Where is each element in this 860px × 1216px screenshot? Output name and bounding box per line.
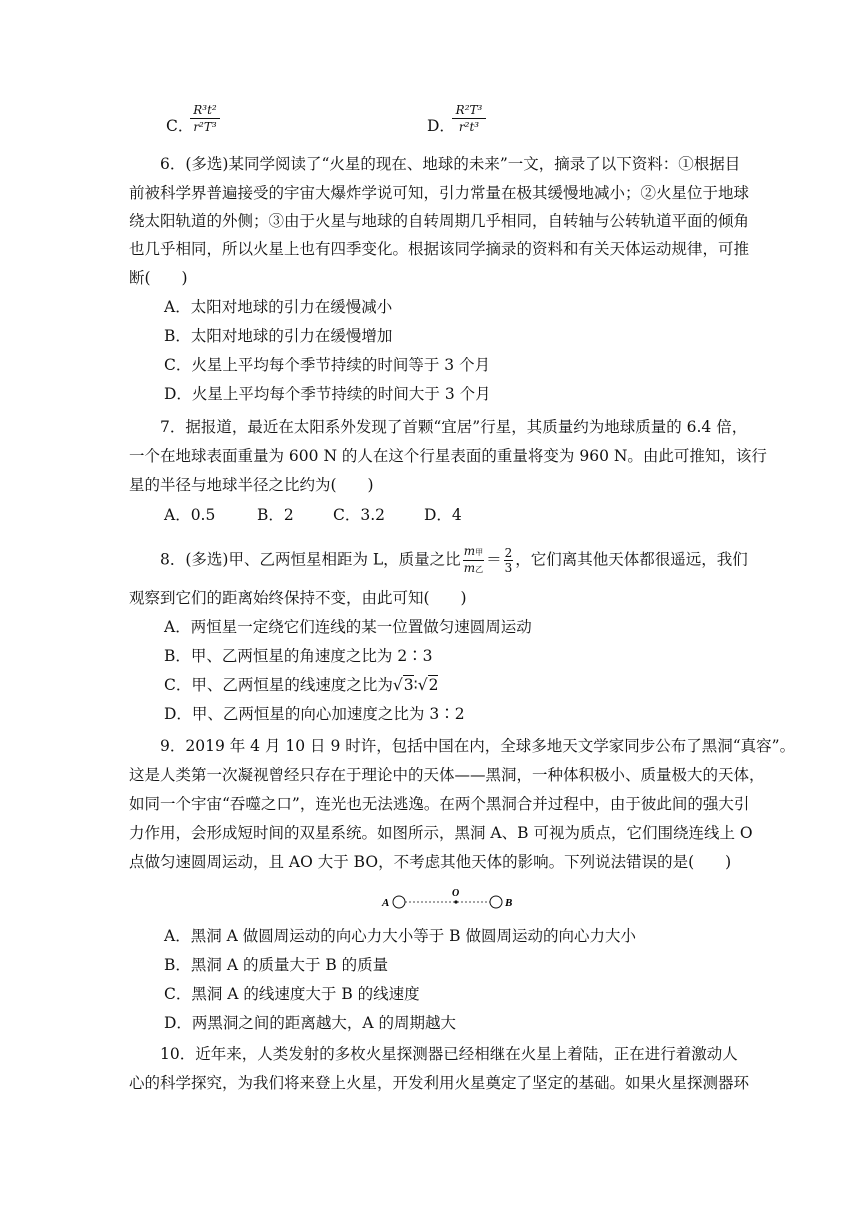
q5-option-c-numerator: R³t² [193,103,217,117]
q8-stem-lead: 8．(多选)甲、乙两恒星相距为 L，质量之比 [160,550,461,569]
q8-val-num: 2 [504,546,513,560]
q8-mass-ratio-fraction [463,544,484,577]
q8-option-d: D．甲、乙两恒星的向心加速度之比为 3∶2 [164,705,465,723]
diagram-label-o: O [452,888,460,899]
q6-stem-line-1: 6．(多选)某同学阅读了“火星的现在、地球的未来”一文，摘录了以下资料：①根据目 [160,155,741,173]
q5-option-d-fraction [452,103,486,134]
q8-sqrt-2: √2 [417,676,439,694]
q5-option-d-label: D． [427,117,455,135]
q5-option-c-label: C． [166,117,194,135]
q10-stem-line-1: 10．近年来，人类发射的多枚火星探测器已经相继在火星上着陆，正在进行着激动人 [160,1045,738,1063]
q8-frac-den-sub: 乙 [475,565,484,574]
q8-option-c-sep: ∶ [413,676,418,694]
q5-option-d-denominator: r²t³ [458,120,480,134]
q8-value-fraction [504,546,514,575]
center-point-o [454,900,457,903]
q6-stem-line-4: 也几乎相同，所以火星上也有四季变化。根据该同学摘录的资料和有关天体运动规律，可推 [129,240,750,258]
black-hole-b-circle [490,896,502,908]
q7-option-b: B．2 [257,506,294,524]
q6-option-c: C．火星上平均每个季节持续的时间等于 3 个月 [164,356,491,374]
q5-option-c-denominator: r²T³ [193,120,217,134]
q8-frac-num-sub: 甲 [475,548,484,557]
q7-option-c: C．3.2 [333,506,386,524]
diagram-label-b: B [505,897,513,909]
black-hole-a-circle [393,896,405,908]
q5-option-d-numerator: R²T³ [455,103,483,117]
q6-stem-line-3: 绕太阳轨道的外侧；③由于火星与地球的自转周期几乎相同，自转轴与公转轨道平面的倾角 [129,212,750,230]
q8-frac-num: m [463,544,476,558]
q9-option-d: D．两黑洞之间的距离越大，A 的周期越大 [164,1014,457,1032]
q8-option-c-text: C．甲、乙两恒星的线速度之比为 [164,676,393,694]
q9-stem-line-2: 这是人类第一次凝视曾经只存在于理论中的天体——黑洞，一种体积极小、质量极大的天体， [129,766,765,784]
q8-option-b: B．甲、乙两恒星的角速度之比为 2∶3 [164,647,433,665]
q9-stem-line-1: 9．2019 年 4 月 10 日 9 时许，包括中国在内，全球多地天文学家同步公布了黑洞“真容”。 [160,737,796,755]
q8-sqrt-3: √3 [392,676,414,694]
q7-stem-line-1: 7．据报道，最近在太阳系外发现了首颗“宜居”行星，其质量约为地球质量的 6.4 倍， [160,418,748,436]
q8-val-den: 3 [504,561,513,575]
q8-frac-den: m [463,561,476,575]
diagram-label-a: A [382,897,390,909]
q9-option-b: B．黑洞 A 的质量大于 B 的质量 [164,956,389,974]
q8-option-a: A．两恒星一定绕它们连线的某一位置做匀速圆周运动 [164,618,532,636]
binary-black-hole-diagram [380,888,520,912]
q5-option-c-fraction [190,103,220,134]
q9-stem-line-5: 点做匀速圆周运动，且 AO 大于 BO，不考虑其他天体的影响。下列说法错误的是( ) [129,853,732,871]
q9-option-c: C．黑洞 A 的线速度大于 B 的线速度 [164,985,420,1003]
q10-stem-line-2: 心的科学探究，为我们将来登上火星，开发利用火星奠定了坚定的基础。如果火星探测器环 [129,1074,750,1092]
q6-stem-line-2: 前被科学界普遍接受的宇宙大爆炸学说可知，引力常量在极其缓慢地减小；②火星位于地球 [129,184,750,202]
q8-option-c [164,675,438,695]
q7-stem-line-2: 一个在地球表面重量为 600 N 的人在这个行星表面的重量将变为 960 N。由此可推知，该行 [129,447,767,465]
q8-stem-line-2: 观察到它们的距离始终保持不变，由此可知( ) [129,589,467,607]
q9-stem-line-3: 如同一个宇宙“吞噬之口”，连光也无法逃逸。在两个黑洞合并过程中，由于彼此间的强大引 [129,795,750,813]
q6-option-a: A．太阳对地球的引力在缓慢减小 [164,298,393,316]
q7-option-d: D．4 [424,506,462,524]
q6-option-d: D．火星上平均每个季节持续的时间大于 3 个月 [164,385,491,403]
q9-stem-line-4: 力作用，会形成短时间的双星系统。如图所示，黑洞 A、B 可视为质点，它们围绕连线上 O [129,824,753,842]
q7-stem-line-3: 星的半径与地球半径之比约为( ) [129,476,374,494]
q6-stem-line-5: 断( ) [129,269,188,287]
q7-option-a: A．0.5 [164,506,216,524]
q8-equals: ＝ [486,550,502,569]
q6-option-b: B．太阳对地球的引力在缓慢增加 [164,327,393,345]
q9-option-a: A．黑洞 A 做圆周运动的向心力大小等于 B 做圆周运动的向心力大小 [164,927,636,945]
q8-stem-tail: ，它们离其他天体都很遥远，我们 [515,550,748,569]
q8-stem-line-1 [160,544,748,577]
